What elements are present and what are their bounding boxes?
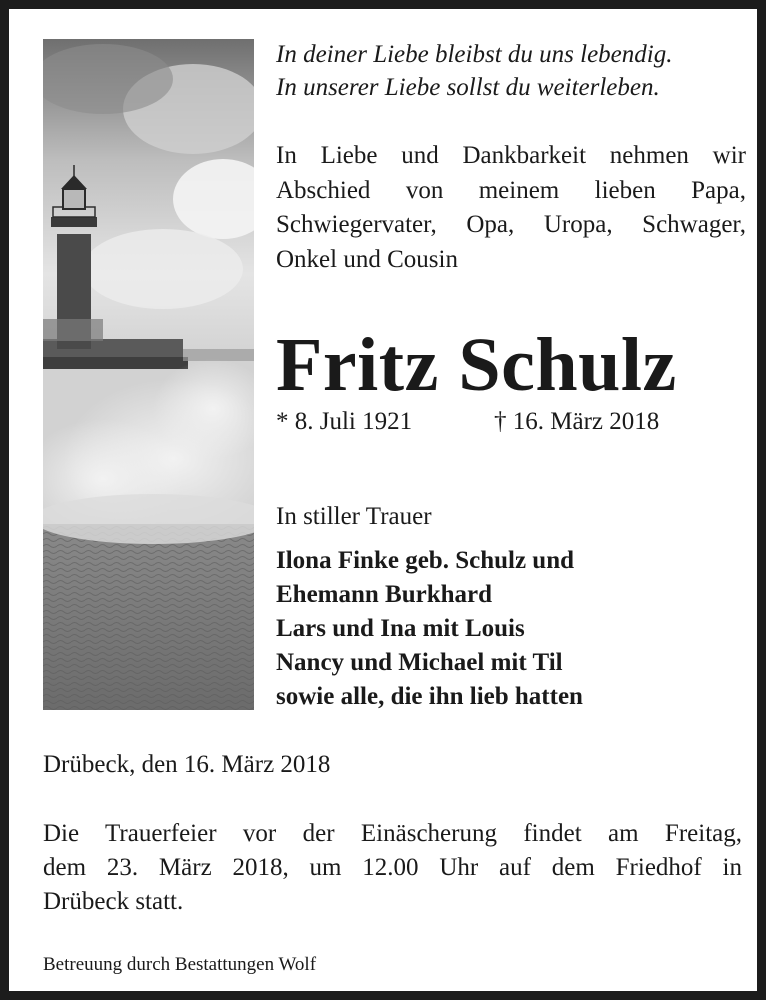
intro-line: Abschied von meinem lieben Papa, [276, 176, 746, 204]
ceremony-line: Drübeck statt. [43, 888, 184, 915]
motto-line: In unserer Liebe sollst du weiterleben. [276, 74, 660, 101]
mourner: Nancy und Michael mit Til [276, 649, 563, 676]
mourners-list [276, 544, 746, 714]
undertaker-credit: Betreuung durch Bestattungen Wolf [43, 954, 317, 975]
life-dates [276, 405, 746, 439]
ceremony-notice [43, 817, 742, 919]
intro-line: Schwiegervater, Opa, Uropa, Schwager, [276, 211, 746, 238]
mourner: sowie alle, die ihn lieb hatten [276, 683, 583, 710]
place-date: Drübeck, den 16. März 2018 [43, 751, 331, 778]
intro-line: In Liebe und Dankbarkeit nehmen wir [276, 142, 746, 169]
mourner: Ehemann Burkhard [276, 581, 493, 608]
ceremony-line: dem 23. März 2018, um 12.00 Uhr auf dem Friedhof in [43, 854, 742, 881]
intro-line: Onkel und Cousin [276, 245, 458, 273]
ceremony-line: Die Trauerfeier vor der Einäscherung findet am Freitag, [43, 820, 742, 847]
mourner: Lars und Ina mit Louis [276, 615, 525, 642]
motto [276, 38, 746, 104]
deceased-name: Fritz Schulz [276, 323, 677, 407]
mourner: Ilona Finke geb. Schulz und [276, 547, 575, 574]
motto-line: In deiner Liebe bleibst du uns lebendig. [276, 41, 673, 68]
death-date: † 16. März 2018 [494, 408, 660, 435]
mourning-heading: In stiller Trauer [276, 503, 432, 530]
birth-date: * 8. Juli 1921 [276, 408, 413, 435]
lighthouse-photo [43, 39, 254, 710]
intro-text [276, 139, 746, 277]
